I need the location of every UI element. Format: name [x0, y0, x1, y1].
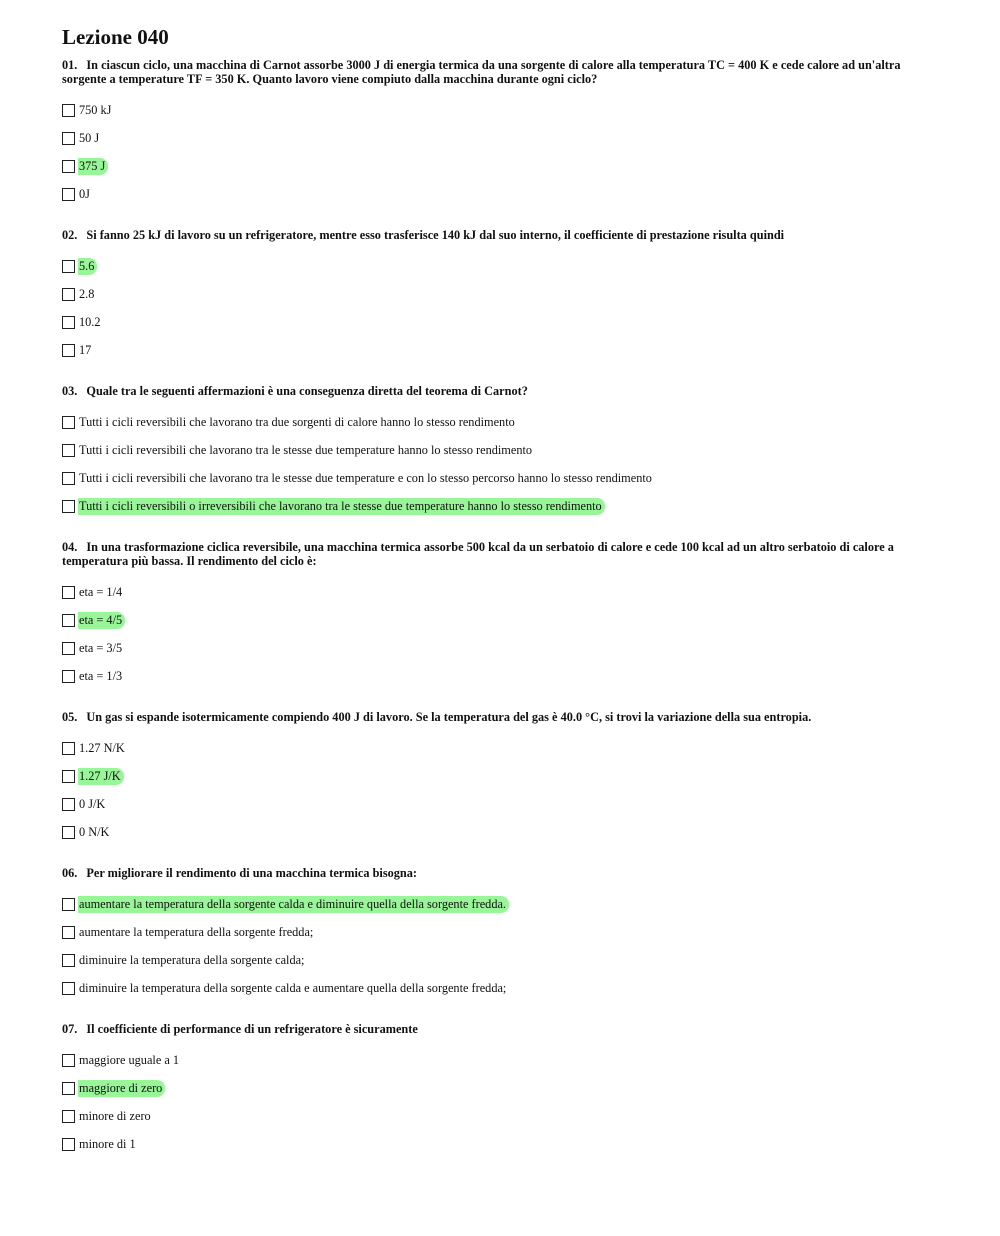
answer-option[interactable] — [62, 734, 942, 762]
option-label: aumentare la temperatura della sorgente fredda; — [79, 924, 314, 939]
answer-option[interactable] — [62, 918, 942, 946]
answer-option[interactable] — [62, 152, 942, 180]
checkbox[interactable] — [62, 1138, 75, 1151]
answer-option[interactable] — [62, 280, 942, 308]
question-body: Il coefficiente di performance di un refrigeratore è sicuramente — [86, 1022, 418, 1036]
option-label-correct: 5.6 — [78, 258, 97, 275]
question-number: 04. — [62, 540, 78, 554]
option-label-correct: eta = 4/5 — [78, 612, 125, 629]
option-label-correct: Tutti i cicli reversibili o irreversibili che lavorano tra le stesse due temperature hanno lo stesso rendimento — [78, 498, 605, 515]
option-label: maggiore uguale a 1 — [79, 1052, 180, 1067]
answer-option[interactable] — [62, 336, 942, 364]
answer-option[interactable] — [62, 762, 942, 790]
question-text — [62, 228, 942, 242]
option-label-correct: maggiore di zero — [78, 1080, 165, 1097]
question-05 — [62, 710, 942, 846]
option-label: 17 — [79, 342, 92, 357]
checkbox[interactable] — [62, 160, 75, 173]
checkbox[interactable] — [62, 104, 75, 117]
answer-option[interactable] — [62, 124, 942, 152]
checkbox[interactable] — [62, 188, 75, 201]
option-label: Tutti i cicli reversibili che lavorano tra le stesse due temperature e con lo stesso percorso hanno lo stesso rendimento — [79, 470, 652, 485]
answer-option[interactable] — [62, 1074, 942, 1102]
checkbox[interactable] — [62, 742, 75, 755]
answer-option[interactable] — [62, 662, 942, 690]
question-body: In ciascun ciclo, una macchina di Carnot assorbe 3000 J di energia termica da una sorgente di calore alla temperatura TC = 400 K e cede calore ad un'altra sorgente a temperature TF = 350 K. Quanto lavoro viene compiuto dalla macchina durante ogni ciclo? — [62, 58, 901, 86]
checkbox[interactable] — [62, 444, 75, 457]
option-label-correct: 1.27 J/K — [78, 768, 124, 785]
option-label: minore di 1 — [79, 1136, 136, 1151]
question-body: Quale tra le seguenti affermazioni è una conseguenza diretta del teorema di Carnot? — [86, 384, 528, 398]
answer-option[interactable] — [62, 96, 942, 124]
checkbox[interactable] — [62, 344, 75, 357]
question-text — [62, 1022, 942, 1036]
option-label: Tutti i cicli reversibili che lavorano tra due sorgenti di calore hanno lo stesso rendimento — [79, 414, 515, 429]
checkbox[interactable] — [62, 260, 75, 273]
page-title: Lezione 040 — [62, 25, 169, 49]
question-body: In una trasformazione ciclica reversibile, una macchina termica assorbe 500 kcal da un serbatoio di calore e cede 100 kcal ad un altro serbatoio di calore a temperatura più bassa. Il rendimento del ciclo è: — [62, 540, 894, 568]
checkbox[interactable] — [62, 826, 75, 839]
checkbox[interactable] — [62, 982, 75, 995]
option-label: 0 J/K — [79, 796, 106, 811]
answer-option[interactable] — [62, 790, 942, 818]
checkbox[interactable] — [62, 500, 75, 513]
checkbox[interactable] — [62, 926, 75, 939]
question-03 — [62, 384, 942, 520]
checkbox[interactable] — [62, 898, 75, 911]
option-label: 0J — [79, 186, 90, 201]
option-label: 0 N/K — [79, 824, 110, 839]
checkbox[interactable] — [62, 586, 75, 599]
question-text — [62, 710, 942, 724]
answer-option[interactable] — [62, 1130, 942, 1158]
option-label-correct: aumentare la temperatura della sorgente calda e diminuire quella della sorgente fredda. — [78, 896, 509, 913]
question-body: Un gas si espande isotermicamente compiendo 400 J di lavoro. Se la temperatura del gas è 40.0 °C, si trovi la variazione della sua entropia. — [86, 710, 812, 724]
checkbox[interactable] — [62, 1054, 75, 1067]
checkbox[interactable] — [62, 416, 75, 429]
option-label: 2.8 — [79, 286, 95, 301]
question-number: 07. — [62, 1022, 78, 1036]
answer-option[interactable] — [62, 180, 942, 208]
question-body: Per migliorare il rendimento di una macchina termica bisogna: — [86, 866, 417, 880]
answer-option[interactable] — [62, 818, 942, 846]
question-number: 01. — [62, 58, 78, 72]
checkbox[interactable] — [62, 1082, 75, 1095]
question-text — [62, 866, 942, 880]
question-04 — [62, 540, 942, 690]
option-label: 10.2 — [79, 314, 101, 329]
answer-option[interactable] — [62, 308, 942, 336]
option-label: 750 kJ — [79, 102, 112, 117]
question-06 — [62, 866, 942, 1002]
checkbox[interactable] — [62, 670, 75, 683]
question-number: 06. — [62, 866, 78, 880]
checkbox[interactable] — [62, 642, 75, 655]
checkbox[interactable] — [62, 954, 75, 967]
option-label-correct: 375 J — [78, 158, 108, 175]
option-label: 50 J — [79, 130, 100, 145]
answer-option[interactable] — [62, 252, 942, 280]
checkbox[interactable] — [62, 614, 75, 627]
answer-option[interactable] — [62, 464, 942, 492]
question-text — [62, 540, 942, 568]
checkbox[interactable] — [62, 288, 75, 301]
checkbox[interactable] — [62, 472, 75, 485]
question-text — [62, 384, 942, 398]
answer-option[interactable] — [62, 974, 942, 1002]
option-label: eta = 1/3 — [79, 668, 123, 683]
option-label: Tutti i cicli reversibili che lavorano tra le stesse due temperature hanno lo stesso rendimento — [79, 442, 533, 457]
question-number: 02. — [62, 228, 78, 242]
question-text — [62, 58, 942, 86]
checkbox[interactable] — [62, 770, 75, 783]
answer-option[interactable] — [62, 946, 942, 974]
checkbox[interactable] — [62, 316, 75, 329]
option-label: minore di zero — [79, 1108, 151, 1123]
question-07 — [62, 1022, 942, 1158]
answer-option[interactable] — [62, 436, 942, 464]
question-body: Si fanno 25 kJ di lavoro su un refrigeratore, mentre esso trasferisce 140 kJ dal suo interno, il coefficiente di prestazione risulta quindi — [86, 228, 785, 242]
answer-option[interactable] — [62, 1046, 942, 1074]
checkbox[interactable] — [62, 1110, 75, 1123]
question-number: 03. — [62, 384, 78, 398]
answer-option[interactable] — [62, 1102, 942, 1130]
checkbox[interactable] — [62, 798, 75, 811]
option-label: 1.27 N/K — [79, 740, 125, 755]
answer-option[interactable] — [62, 890, 942, 918]
question-number: 05. — [62, 710, 78, 724]
option-label: diminuire la temperatura della sorgente calda; — [79, 952, 305, 967]
option-label: eta = 1/4 — [79, 584, 123, 599]
question-01 — [62, 58, 942, 208]
answer-option[interactable] — [62, 578, 942, 606]
checkbox[interactable] — [62, 132, 75, 145]
answer-option[interactable] — [62, 492, 942, 520]
option-label: eta = 3/5 — [79, 640, 123, 655]
document-page — [62, 24, 942, 1158]
answer-option[interactable] — [62, 606, 942, 634]
answer-option[interactable] — [62, 408, 942, 436]
option-label: diminuire la temperatura della sorgente calda e aumentare quella della sorgente fredda; — [79, 980, 507, 995]
question-02 — [62, 228, 942, 364]
answer-option[interactable] — [62, 634, 942, 662]
